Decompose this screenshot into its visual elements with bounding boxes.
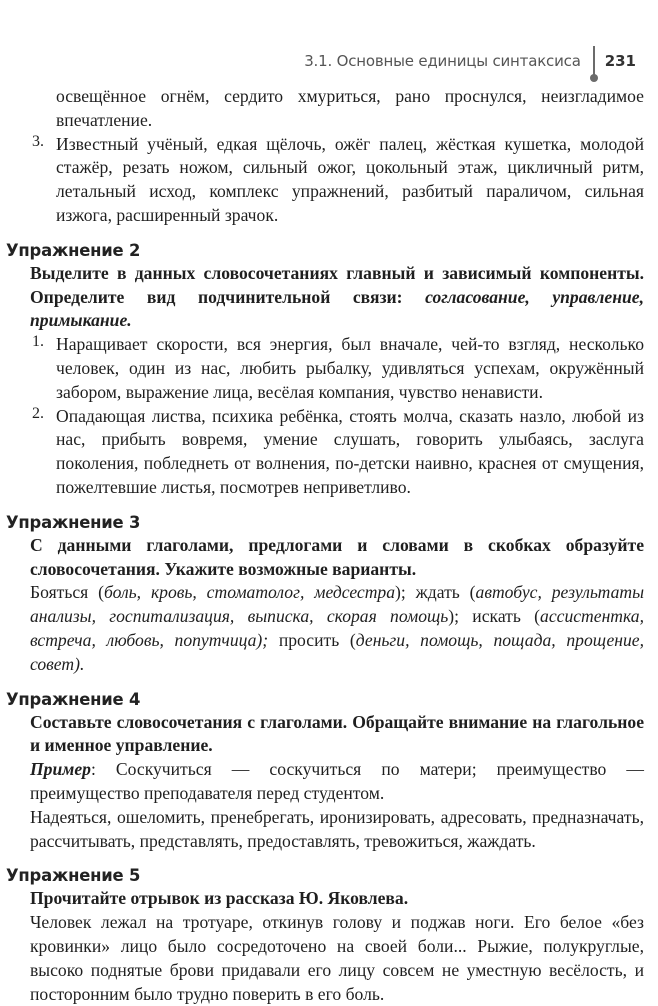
exercise-4-task: Составьте словосочетания с глаголами. Обращайте внимание на глагольное и именное управление. <box>30 711 644 756</box>
page-header <box>304 48 636 74</box>
exercise-3-task: С данными глаголами, предлогами и словами в скобках образуйте словосочетания. Укажите возможные варианты. <box>30 534 644 579</box>
list-number: 1. <box>32 333 44 351</box>
exercise-5-text: Человек лежал на тротуаре, откинув голову и поджав ноги. Его белое «без кровинки» лицо было сосредоточено на своей боли... Рыжие, полукруглые, высоко поднятые брови придавали его лицу совсем не уместную весёлость, и посторонним было трудно поверить в его боль. <box>30 912 644 1004</box>
exercise-4-verbs: Надеяться, ошеломить, пренебрегать, иронизировать, адресовать, предназначать, рассчитывать, представлять, предоставлять, тревожиться, жаждать. <box>30 806 644 851</box>
task-italic-text: согласование, управление, примыкание. <box>30 286 644 331</box>
list-item <box>6 133 644 228</box>
italic-run: деньги, помощь, пощада, прощение, совет). <box>30 629 645 674</box>
italic-run: ассистентка, встреча, любовь, попутчица); <box>30 606 644 650</box>
italic-run: автобус, результаты анализы, госпитализация, выписка, скорая помощь <box>30 582 644 627</box>
exercise-2-task <box>6 262 644 333</box>
italic-run: боль, кровь, стоматолог, медсестра <box>104 582 395 603</box>
task-text: Выделите в данных словосочетаниях главный и зависимый компоненты. Определите вид подчинительной связи: <box>30 262 644 307</box>
example-label: Пример <box>30 759 91 780</box>
exercise-5-title: Упражнение 5 <box>6 866 141 886</box>
list-item-text: Наращивает скорости, вся энергия, был вначале, чей-то взгляд, несколько человек, один из нас, любить рыбалку, удивляться успехам, окружённый забором, выражение лица, весёлая компания, чувство ненависти. <box>56 334 644 402</box>
list-item <box>6 333 644 404</box>
list-item-text: Опадающая листва, психика ребёнка, стоять молча, сказать назло, любой из нас, прибыть вовремя, умение слушать, говорить улыбаясь, заслуга поколения, побледнеть от волнения, по-детски наивно, краснея от смущения, пожелтевшие листья, посмотрев неприветливо. <box>56 405 644 497</box>
text-run: ); ждать ( <box>395 582 476 603</box>
text-run: просить ( <box>278 629 356 650</box>
list-item-continuation: освещённое огнём, сердито хмуриться, рано проснулся, неизгладимое впечатление. <box>56 86 644 130</box>
exercise-3-words <box>6 581 644 676</box>
exercise-5-task: Прочитайте отрывок из рассказа Ю. Яковлева. <box>30 888 409 909</box>
running-title: 3.1. Основные единицы синтаксиса <box>304 52 581 70</box>
exercise-2-title: Упражнение 2 <box>6 240 141 260</box>
page-content <box>6 85 644 1006</box>
example-text: : Соскучиться — соскучиться по матери; преимущество — преимущество преподавателя перед студентом. <box>30 759 644 803</box>
list-item <box>6 405 644 500</box>
list-item-text: Известный учёный, едкая щёлочь, ожёг палец, жёсткая кушетка, молодой стажёр, резать ножом, сильный ожог, цокольный этаж, цикличный ритм, летальный исход, комплекс упражнений, разбитый параличом, сильная изжога, расширенный зрачок. <box>56 133 644 225</box>
list-number: 2. <box>32 404 44 422</box>
exercise-3-title: Упражнение 3 <box>6 512 141 532</box>
text-run: ); искать ( <box>448 606 541 627</box>
text-run: Бояться ( <box>30 582 105 603</box>
page-number: 231 <box>604 52 636 70</box>
list-number: 3. <box>32 132 44 150</box>
exercise-4-example <box>6 758 644 806</box>
exercise-4-title: Упражнение 4 <box>6 689 141 709</box>
header-divider <box>593 46 595 76</box>
